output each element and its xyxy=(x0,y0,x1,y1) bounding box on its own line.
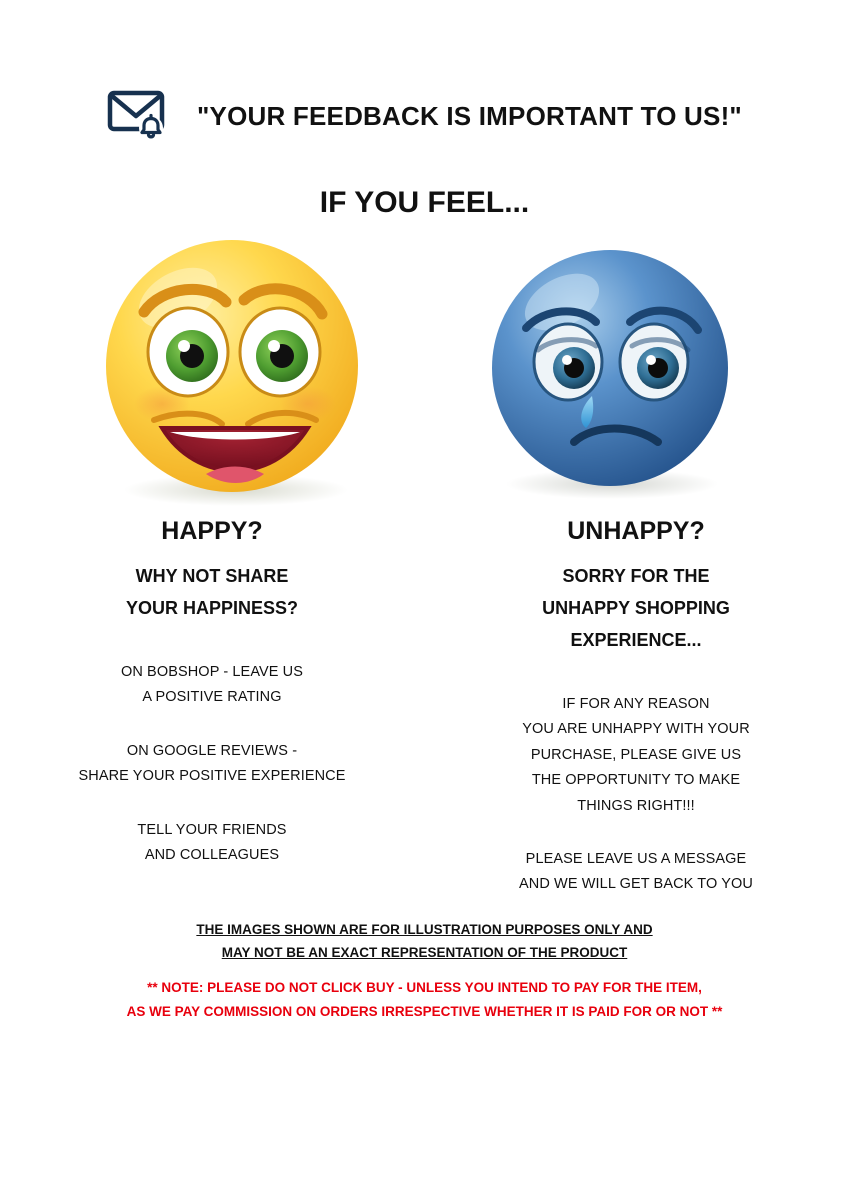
happy-subheading-line: WHY NOT SHARE xyxy=(135,566,289,586)
disclaimer xyxy=(0,918,849,964)
header xyxy=(0,88,849,144)
content-columns xyxy=(0,516,849,898)
unhappy-subheading-line: EXPERIENCE... xyxy=(570,630,702,651)
happy-block-line: A POSITIVE RATING xyxy=(142,689,282,706)
unhappy-block-message xyxy=(496,847,776,898)
happy-block-friends xyxy=(62,818,362,869)
disclaimer-line: THE IMAGES SHOWN ARE FOR ILLUSTRATION PURPOSES ONLY AND xyxy=(196,922,653,937)
unhappy-subheading-line: UNHAPPY SHOPPING xyxy=(542,598,730,619)
page-title: "YOUR FEEDBACK IS IMPORTANT TO US!" xyxy=(197,100,742,131)
disclaimer-line: MAY NOT BE AN EXACT REPRESENTATION OF THE PRODUCT xyxy=(221,945,628,961)
happy-block-rating xyxy=(62,660,362,711)
faces-row xyxy=(0,236,849,516)
happy-block-line: SHARE YOUR POSITIVE EXPERIENCE xyxy=(78,768,346,785)
unhappy-block-line: THE OPPORTUNITY TO MAKE xyxy=(531,772,741,789)
happy-block-line: AND COLLEAGUES xyxy=(144,846,280,863)
happy-block-google xyxy=(62,739,362,790)
subtitle: IF YOU FEEL... xyxy=(319,186,530,219)
unhappy-subheading xyxy=(496,560,776,656)
purchase-note xyxy=(0,976,849,1022)
unhappy-heading: UNHAPPY? xyxy=(567,517,705,545)
happy-smiley-icon xyxy=(96,236,376,516)
footer xyxy=(0,918,849,1023)
unhappy-block-line: AND WE WILL GET BACK TO YOU xyxy=(519,876,753,893)
unhappy-block-line: PURCHASE, PLEASE GIVE US xyxy=(530,746,742,763)
unhappy-block-line: YOU ARE UNHAPPY WITH YOUR xyxy=(522,721,750,738)
happy-block-line: ON BOBSHOP - LEAVE US xyxy=(120,664,304,681)
unhappy-block-reason xyxy=(496,692,776,819)
happy-block-line: ON GOOGLE REVIEWS - xyxy=(126,742,298,759)
mail-bell-icon xyxy=(107,88,171,144)
unhappy-block-line: IF FOR ANY REASON xyxy=(562,696,710,713)
column-unhappy xyxy=(424,516,848,898)
unhappy-block-line: THINGS RIGHT!!! xyxy=(577,797,695,814)
happy-subheading xyxy=(62,560,362,624)
purchase-note-line: AS WE PAY COMMISSION ON ORDERS IRRESPECTIVE WHETHER IT IS PAID FOR OR NOT ** xyxy=(126,1003,723,1019)
happy-block-line: TELL YOUR FRIENDS xyxy=(137,821,287,838)
purchase-note-line: ** NOTE: PLEASE DO NOT CLICK BUY - UNLESS YOU INTEND TO PAY FOR THE ITEM, xyxy=(147,980,702,996)
happy-heading: HAPPY? xyxy=(161,517,263,545)
happy-subheading-line: YOUR HAPPINESS? xyxy=(125,598,299,619)
unhappy-subheading-line: SORRY FOR THE xyxy=(562,566,710,586)
column-happy xyxy=(0,516,424,898)
unhappy-block-line: PLEASE LEAVE US A MESSAGE xyxy=(525,850,747,867)
sad-smiley-icon xyxy=(482,246,762,526)
